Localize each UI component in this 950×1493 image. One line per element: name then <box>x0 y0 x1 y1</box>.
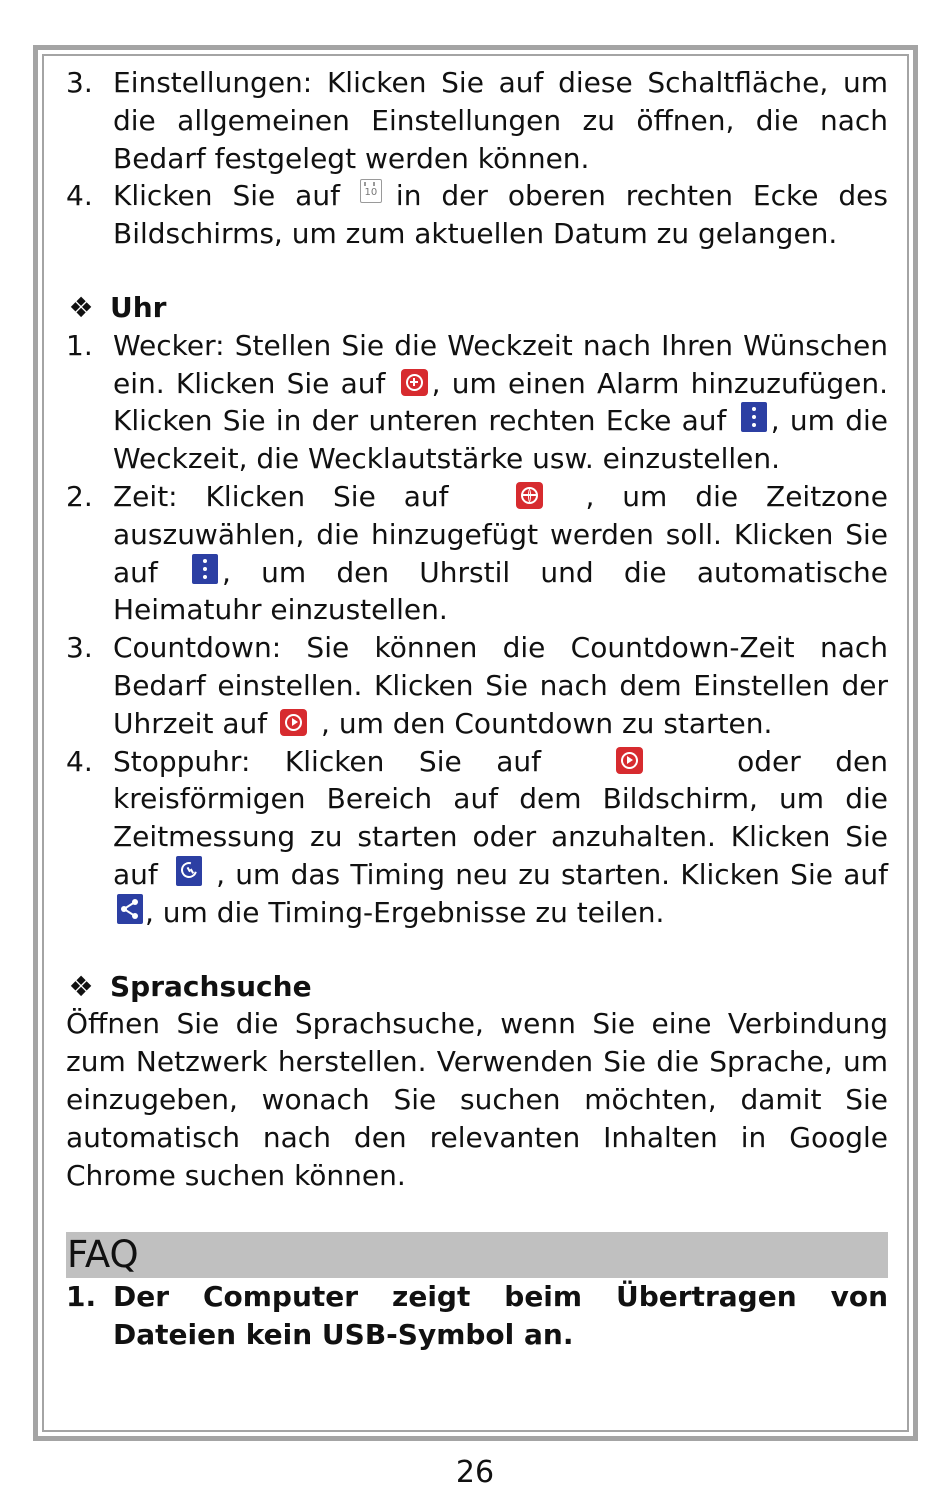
section-heading-uhr <box>66 289 888 327</box>
section-heading-sprachsuche <box>66 968 888 1006</box>
list-number: 2. <box>66 479 93 513</box>
faq-heading: FAQ <box>66 1232 888 1278</box>
list-number: 3. <box>66 631 93 665</box>
list-text: Einstellungen: Klicken Sie auf diese Schaltfläche, um die allgemeinen Einstellungen zu öffnen, die nach Bedarf festgelegt werden können. <box>113 66 888 175</box>
section-title: Sprachsuche <box>110 969 312 1003</box>
reset-icon <box>176 856 202 886</box>
add-alarm-icon <box>401 369 428 396</box>
page-content <box>66 64 888 1354</box>
list-number: 4. <box>66 744 93 778</box>
share-icon <box>117 894 143 924</box>
list-item: 1. Wecker: Stellen Sie die Weckzeit nach Ihren Wünschen ein. Klicken Sie auf , um einen Alarm hinzuzufügen. Klicken Sie in der unteren rechten Ecke auf , um die Weckzeit, die Wecklautstärke usw. einzustellen. <box>66 328 888 476</box>
faq-question <box>66 1278 888 1354</box>
globe-icon <box>516 482 543 509</box>
play-icon <box>616 747 643 774</box>
list-item <box>66 64 888 177</box>
list-number: 1. <box>66 328 93 362</box>
list-number: 1. <box>66 1280 97 1314</box>
faq-question-text: Der Computer zeigt beim Übertragen von Dateien kein USB-Symbol an. <box>113 1280 888 1352</box>
list-item <box>66 177 888 253</box>
faq-list <box>66 1278 888 1354</box>
list-number: 4. <box>66 179 93 213</box>
list-text: in der oberen rechten Ecke des Bildschirms, um zum aktuellen Datum zu gelangen. <box>113 179 888 251</box>
diamond-bullet-icon: ❖ <box>68 969 94 1003</box>
page-number: 26 <box>455 1455 495 1490</box>
list-text: Klicken Sie auf <box>113 179 340 213</box>
list-item: 2. Zeit: Klicken Sie auf , um die Zeitzone auszuwählen, die hinzugefügt werden soll. Klicken Sie auf , um den Uhrstil und die automatische Heimatuhr einzustellen. <box>66 479 888 627</box>
settings-list <box>66 64 888 253</box>
play-icon <box>280 709 307 736</box>
more-menu-icon <box>192 554 218 584</box>
diamond-bullet-icon: ❖ <box>68 290 94 324</box>
more-menu-icon <box>741 402 767 432</box>
list-item: 4. Stoppuhr: Klicken Sie auf oder den kreisförmigen Bereich auf dem Bildschirm, um die Zeitmessung zu starten oder anzuhalten. Klicken Sie auf , um das Timing neu zu starten. Klicken Sie auf , um die Timing-Ergebnisse zu teilen. <box>66 744 888 929</box>
section-title: Uhr <box>110 290 167 324</box>
calendar-today-icon: 10 <box>360 179 382 203</box>
clock-list <box>66 327 888 932</box>
voice-search-paragraph: Öffnen Sie die Sprachsuche, wenn Sie eine Verbindung zum Netzwerk herstellen. Verwenden Sie die Sprache, um einzugeben, wonach Sie suchen möchten, damit Sie automatisch nach den relevanten Inhalten in Google Chrome suchen können. <box>66 1007 888 1192</box>
list-item: 3. Countdown: Sie können die Countdown-Zeit nach Bedarf einstellen. Klicken Sie nach dem Einstellen der Uhrzeit auf , um den Countdown zu starten. <box>66 631 888 740</box>
list-number: 3. <box>66 66 93 99</box>
